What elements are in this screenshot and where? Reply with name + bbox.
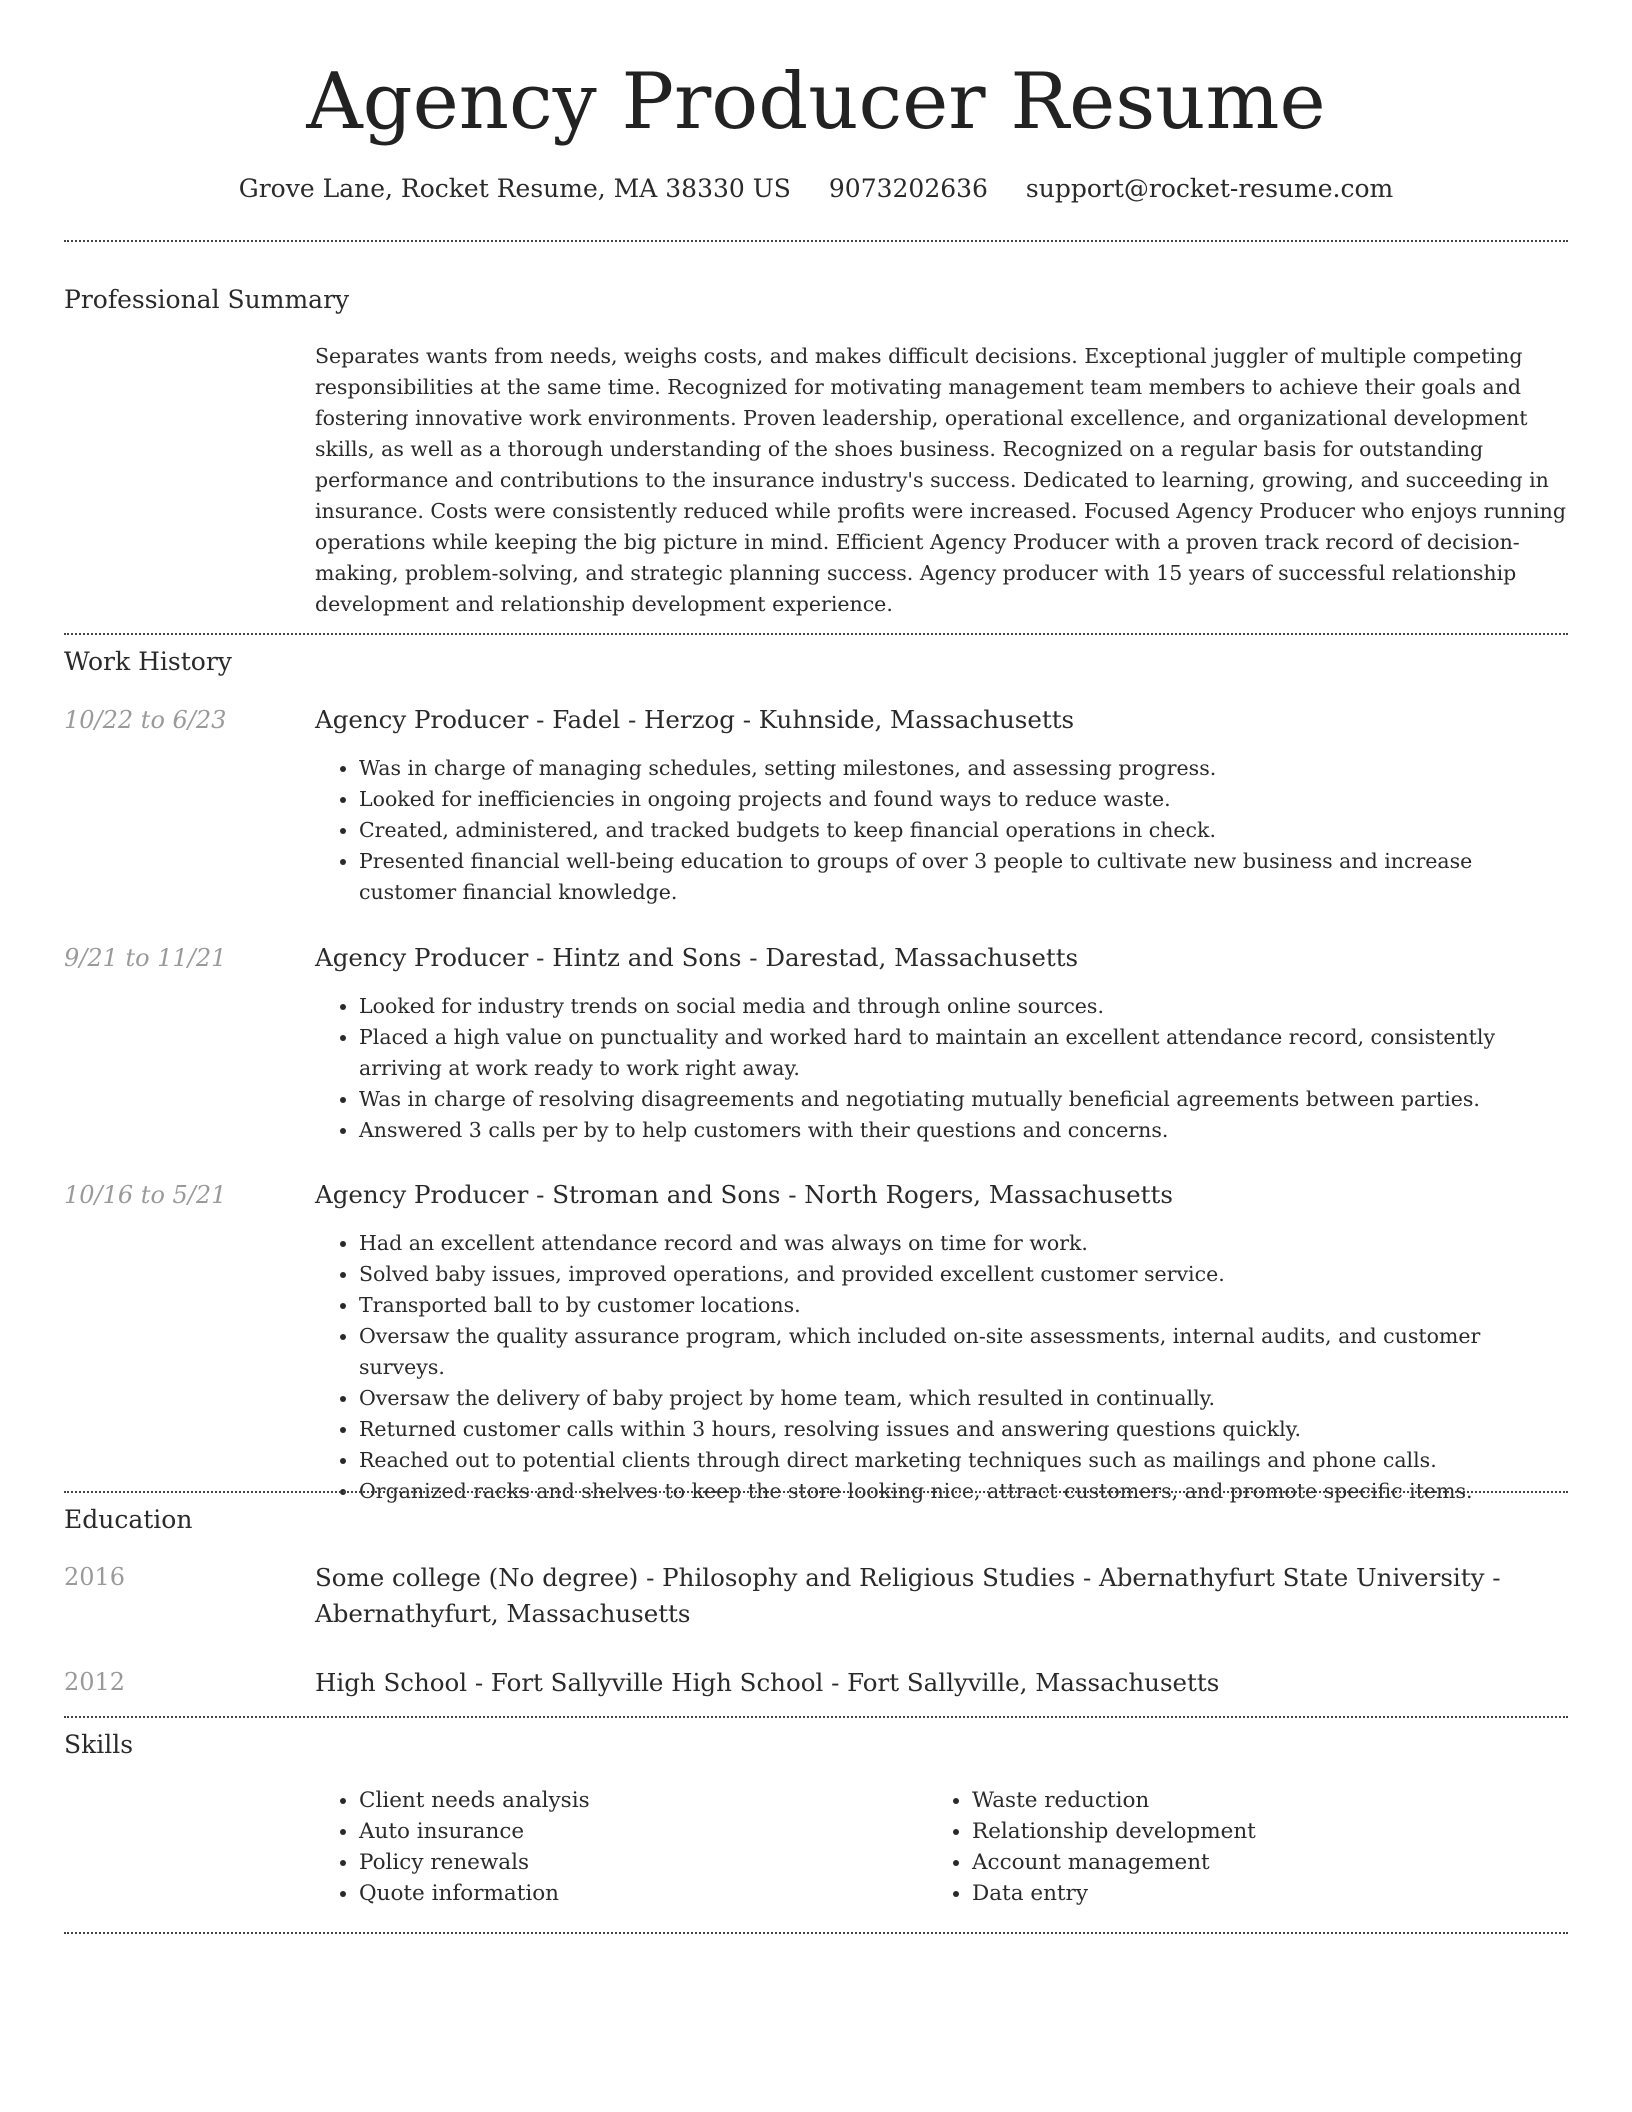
- job-dates: 10/16 to 5/21: [64, 1181, 227, 1209]
- list-item: • Oversaw the quality assurance program, which included on-site assessments, internal audits, and customer surveys.: [359, 1321, 1568, 1383]
- contact-line: [0, 172, 1632, 206]
- list-item: • Was in charge of managing schedules, setting milestones, and assessing progress.: [359, 753, 1568, 784]
- skill-item: • Relationship development: [972, 1816, 1528, 1847]
- education-entry: High School - Fort Sallyville High School - Fort Sallyville, Massachusetts: [315, 1668, 1220, 1697]
- contact-phone: 9073202636: [828, 174, 988, 203]
- contact-address: Grove Lane, Rocket Resume, MA 38330 US: [238, 174, 791, 203]
- education-year: 2016: [64, 1563, 126, 1591]
- list-item: • Had an excellent attendance record and was always on time for work.: [359, 1228, 1568, 1259]
- skill-item: • Auto insurance: [359, 1816, 915, 1847]
- skills-heading: Skills: [64, 1730, 134, 1759]
- job-title: Agency Producer - Hintz and Sons - Darestad, Massachusetts: [315, 943, 1079, 972]
- skill-item: • Account management: [972, 1847, 1528, 1878]
- job-title: Agency Producer - Fadel - Herzog - Kuhnside, Massachusetts: [315, 705, 1075, 734]
- summary-heading: Professional Summary: [64, 285, 350, 314]
- education-entry: Some college (No degree) - Philosophy and Religious Studies - Abernathyfurt State University - Abernathyfurt, Massachusetts: [315, 1563, 1501, 1628]
- list-item: • Was in charge of resolving disagreements and negotiating mutually beneficial agreements between parties.: [359, 1084, 1568, 1115]
- section-divider: [64, 1716, 1568, 1718]
- job-bullets: [315, 1228, 1568, 1507]
- section-divider: [64, 633, 1568, 635]
- summary-text: Separates wants from needs, weighs costs, and makes difficult decisions. Exceptional juggler of multiple competing responsibilities at the same time. Recognized for motivating management team members to achieve their goals and fostering innovative work environments. Proven leadership, operational excellence, and organizational development skills, as well as a thorough understanding of the shoes business. Recognized on a regular basis for outstanding performance and contributions to the insurance industry's success. Dedicated to learning, growing, and succeeding in insurance. Costs were consistently reduced while profits were increased. Focused Agency Producer who enjoys running operations while keeping the big picture in mind. Efficient Agency Producer with a proven track record of decision-making, problem-solving, and strategic planning success. Agency producer with 15 years of successful relationship development and relationship development experience.: [315, 344, 1566, 616]
- education-heading: Education: [64, 1505, 193, 1534]
- skills-list-left: [315, 1785, 915, 1909]
- list-item: • Organized racks and shelves to keep the store looking nice, attract customers, and promote specific items.: [359, 1476, 1568, 1507]
- job-bullets: [315, 991, 1568, 1146]
- list-item: • Looked for industry trends on social media and through online sources.: [359, 991, 1568, 1022]
- skill-item: • Waste reduction: [972, 1785, 1528, 1816]
- list-item: • Solved baby issues, improved operations, and provided excellent customer service.: [359, 1259, 1568, 1290]
- list-item: • Reached out to potential clients through direct marketing techniques such as mailings and phone calls.: [359, 1445, 1568, 1476]
- job-bullets: [315, 753, 1568, 908]
- list-item: • Returned customer calls within 3 hours, resolving issues and answering questions quickly.: [359, 1414, 1568, 1445]
- skills-list-right: [928, 1785, 1528, 1909]
- skill-item: • Policy renewals: [359, 1847, 915, 1878]
- section-divider: [64, 1491, 1568, 1493]
- list-item: • Answered 3 calls per by to help customers with their questions and concerns.: [359, 1115, 1568, 1146]
- section-divider: [64, 1932, 1568, 1934]
- skill-item: • Data entry: [972, 1878, 1528, 1909]
- list-item: • Placed a high value on punctuality and worked hard to maintain an excellent attendance record, consistently arriving at work ready to work right away.: [359, 1022, 1568, 1084]
- skill-item: • Quote information: [359, 1878, 915, 1909]
- list-item: • Presented financial well-being education to groups of over 3 people to cultivate new business and increase customer financial knowledge.: [359, 846, 1568, 908]
- list-item: • Oversaw the delivery of baby project by home team, which resulted in continually.: [359, 1383, 1568, 1414]
- contact-email: support@rocket-resume.com: [1025, 174, 1394, 203]
- section-divider: [64, 240, 1568, 242]
- list-item: • Looked for inefficiencies in ongoing projects and found ways to reduce waste.: [359, 784, 1568, 815]
- resume-title: Agency Producer Resume: [306, 57, 1326, 147]
- skill-item: • Client needs analysis: [359, 1785, 915, 1816]
- job-title: Agency Producer - Stroman and Sons - North Rogers, Massachusetts: [315, 1180, 1173, 1209]
- work-heading: Work History: [64, 647, 232, 676]
- education-year: 2012: [64, 1668, 126, 1696]
- list-item: • Transported ball to by customer locations.: [359, 1290, 1568, 1321]
- job-dates: 10/22 to 6/23: [64, 706, 227, 734]
- list-item: • Created, administered, and tracked budgets to keep financial operations in check.: [359, 815, 1568, 846]
- job-dates: 9/21 to 11/21: [64, 944, 227, 972]
